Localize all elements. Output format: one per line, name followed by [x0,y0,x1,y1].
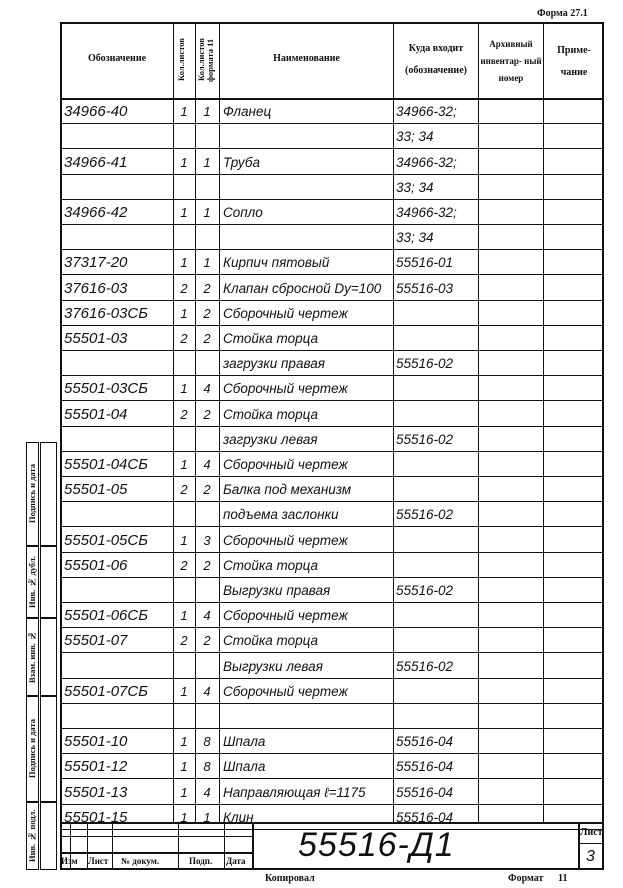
title-block-col [224,822,225,870]
row-name: загрузки левая [223,431,318,447]
side-label-inv-podl: Инв. № подл. [26,802,39,870]
tb-n-dokum: № докум. [121,856,160,866]
row-sheet-count: 1 [180,305,188,321]
row-designation: 55501-05 [64,481,128,499]
row-name: Сборочный чертеж [223,683,348,699]
header-sheets-count: Кол.листов [176,38,186,82]
row-name: Шпала [223,759,266,775]
row-name: Шпала [223,734,266,750]
row-divider [60,778,604,779]
title-block-col [112,822,113,870]
side-field [40,618,57,696]
row-sheet-count-f11: 4 [203,683,211,699]
row-divider [60,804,604,805]
row-divider [60,728,604,729]
side-label-inv-dubl: Инв. № дубл. [26,546,39,618]
row-designation: 34966-41 [64,153,128,171]
row-divider [60,274,604,275]
row-designation: 55501-07СБ [64,682,148,700]
row-sheet-count: 1 [180,532,188,548]
row-where-used: 55516-02 [396,507,454,523]
row-sheet-count: 1 [180,255,188,271]
row-name: Балка под механизм [223,482,352,498]
header-designation: Обозначение [87,53,147,64]
row-sheet-count: 1 [180,809,188,825]
row-sheet-count: 2 [180,482,188,498]
side-field [40,696,57,802]
row-sheet-count: 1 [180,381,188,397]
row-sheet-count: 2 [180,406,188,422]
row-sheet-count-f11: 1 [203,255,211,271]
row-designation: 34966-40 [64,103,128,121]
row-where-used: 34966-32; [396,205,457,220]
row-divider [60,577,604,578]
row-divider [60,526,604,527]
document-code: 55516-Д1 [298,826,455,864]
row-sheet-count-f11: 4 [203,608,211,624]
row-name: Выгрузки левая [223,658,323,674]
row-where-used: 55516-02 [396,431,454,447]
row-where-used: 55516-02 [396,583,454,598]
row-divider [60,148,604,149]
row-sheet-count-f11: 8 [203,734,211,750]
row-designation: 34966-42 [64,204,128,221]
row-divider [60,123,604,124]
row-sheet-count-f11: 2 [203,482,211,498]
row-designation: 55501-12 [64,758,128,776]
row-designation: 55501-06 [64,556,128,574]
row-name: Стойка торца [223,633,318,649]
row-where-used: 55516-03 [396,280,454,296]
side-label-vzam-inv: Взам. инв. № [26,618,39,696]
header-name: Наименование [273,53,340,64]
row-sheet-count: 1 [180,457,188,472]
header-divider [60,98,604,100]
row-divider [60,350,604,351]
row-name: Сборочный чертеж [223,532,348,548]
row-divider [60,249,604,250]
row-divider [60,602,604,603]
row-sheet-count: 1 [180,608,188,624]
row-name: Стойка торца [223,557,318,573]
row-sheet-count-f11: 2 [203,406,211,422]
row-designation: 37616-03 [64,279,128,297]
row-divider [60,552,604,553]
row-sheet-count-f11: 8 [203,759,211,775]
row-divider [60,501,604,502]
row-sheet-count-f11: 1 [203,104,211,120]
row-name: Кирпич пятовый [223,255,330,271]
title-block-divider [252,822,254,870]
row-name: подъема заслонки [223,507,339,523]
row-designation: 55501-03 [64,330,128,347]
row-sheet-count: 2 [180,280,188,296]
row-designation: 55501-05СБ [64,531,148,549]
footer-copied-by: Копировал [265,873,315,884]
row-sheet-count: 1 [180,784,188,800]
header-note: Приме- чание [557,45,591,78]
header-sheets-format11: Кол.листов формата 11 [196,38,215,82]
row-sheet-count-f11: 4 [203,381,211,397]
side-field [40,442,57,546]
title-block-col [178,822,179,870]
footer-format-value: 11 [558,873,568,884]
row-name: Сборочный чертеж [223,608,348,624]
row-where-used: 33; 34 [396,179,434,195]
header-archive: Архивный инвентар- ный номер [480,39,542,83]
row-name: Фланец [223,104,272,120]
sheet-number: 3 [586,848,595,865]
row-name: Направляющая ℓ=1175 [223,784,366,800]
row-designation: 55501-10 [64,733,128,751]
row-where-used: 55516-02 [396,658,454,674]
row-where-used: 55516-01 [396,255,454,271]
side-label-podpis-data-2: Подпись и дата [26,696,39,802]
row-divider [60,627,604,628]
sheet-label: Лист [580,827,603,838]
row-name: Выгрузки правая [223,583,331,598]
row-where-used: 55516-04 [396,734,454,750]
row-sheet-count-f11: 4 [203,784,211,800]
row-designation: 37616-03СБ [64,304,148,322]
row-name: Сборочный чертеж [223,457,348,472]
row-where-used: 33; 34 [396,129,434,145]
row-divider [60,476,604,477]
tb-list: Лист [88,856,109,866]
row-designation: 55501-03СБ [64,380,148,398]
row-sheet-count-f11: 1 [203,809,211,825]
row-sheet-count-f11: 1 [203,154,211,170]
row-sheet-count-f11: 2 [203,633,211,649]
row-divider [60,199,604,200]
row-name: Труба [223,154,261,170]
row-divider [60,375,604,376]
row-designation: 55501-06СБ [64,607,148,625]
row-sheet-count: 2 [180,633,188,649]
row-where-used: 55516-04 [396,784,454,800]
row-name: Клапан сбросной Dy=100 [223,280,382,296]
form-label: Форма 27.1 [537,8,588,19]
row-sheet-count-f11: 2 [203,280,211,296]
row-where-used: 34966-32; [396,154,457,170]
row-divider [60,753,604,754]
title-block-top [60,822,604,824]
row-designation: 55501-07 [64,632,128,650]
row-where-used: 33; 34 [396,230,434,246]
row-name: Стойка торца [223,331,318,346]
row-designation: 55501-04 [64,405,128,423]
side-field [40,546,57,618]
row-name: Клин [223,809,254,825]
row-sheet-count-f11: 2 [203,557,211,573]
row-sheet-count-f11: 1 [203,205,211,220]
row-name: Стойка торца [223,406,318,422]
row-designation: 55501-13 [64,783,128,801]
row-divider [60,224,604,225]
row-sheet-count: 1 [180,205,188,220]
row-sheet-count-f11: 2 [203,305,211,321]
side-field [40,802,57,870]
row-divider [60,400,604,401]
tb-podp: Подп. [189,856,213,866]
footer-format-label: Формат [508,873,544,884]
row-sheet-count: 1 [180,759,188,775]
row-where-used: 34966-32; [396,104,457,120]
row-where-used: 55516-04 [396,759,454,775]
tb-izm: Изм [61,856,78,866]
row-where-used: 55516-04 [396,809,454,825]
row-designation: 37317-20 [64,254,128,272]
row-sheet-count: 2 [180,331,188,346]
row-designation: 55501-15 [64,808,128,826]
row-sheet-count: 1 [180,154,188,170]
side-label-podpis-data-1: Подпись и дата [26,442,39,546]
row-divider [60,652,604,653]
row-name: Сопло [223,205,263,220]
row-sheet-count: 1 [180,683,188,699]
row-divider [60,426,604,427]
row-divider [60,451,604,452]
row-sheet-count: 2 [180,557,188,573]
row-name: Сборочный чертеж [223,305,348,321]
row-sheet-count-f11: 2 [203,331,211,346]
row-divider [60,325,604,326]
row-where-used: 55516-02 [396,356,454,372]
row-divider [60,174,604,175]
header-where-used: Куда входит (обозначение) [405,43,467,76]
tb-data: Дата [226,856,246,866]
row-sheet-count: 1 [180,104,188,120]
row-designation: 55501-04СБ [64,456,148,473]
row-name: загрузки правая [223,356,325,372]
row-sheet-count: 1 [180,734,188,750]
title-block-row [578,843,604,844]
row-sheet-count-f11: 3 [203,532,211,548]
row-divider [60,300,604,301]
row-divider [60,703,604,704]
row-sheet-count-f11: 4 [203,457,211,472]
row-divider [60,678,604,679]
row-name: Сборочный чертеж [223,381,348,397]
